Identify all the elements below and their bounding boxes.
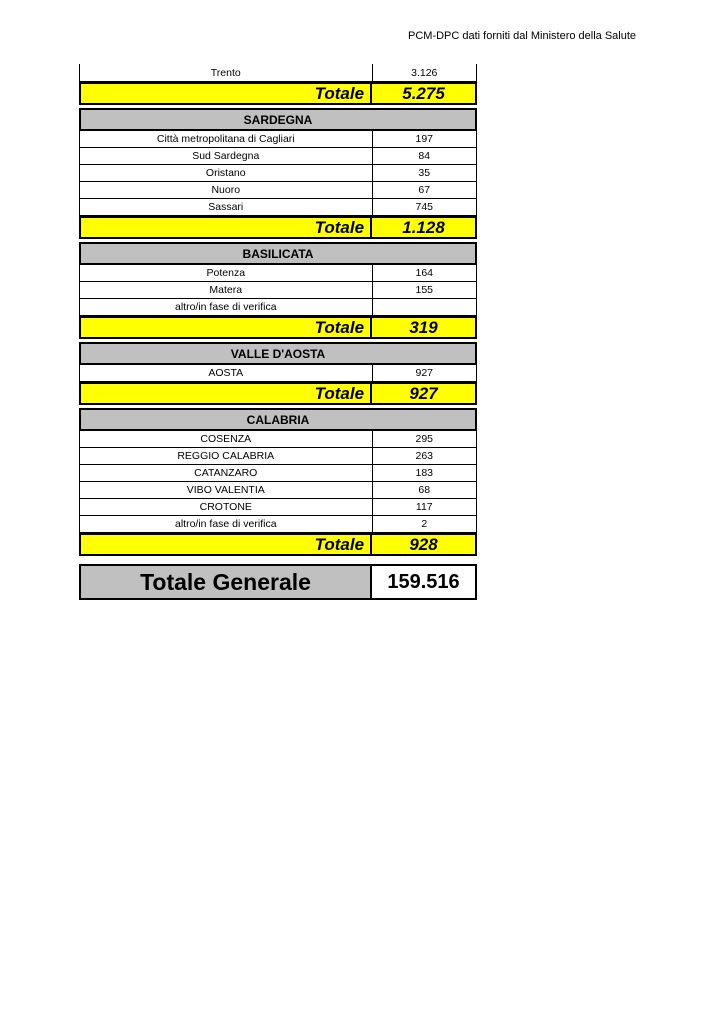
total-row (79, 533, 477, 556)
table-row (79, 431, 477, 448)
region-header-sardegna: SARDEGNA (79, 108, 477, 131)
province-name: CATANZARO (80, 465, 373, 481)
province-name: altro/in fase di verifica (80, 516, 373, 532)
province-value: 117 (415, 501, 433, 513)
province-name: Sud Sardegna (80, 148, 373, 164)
table-row (79, 148, 477, 165)
table-row (79, 265, 477, 282)
table-row (79, 516, 477, 533)
total-label: Totale (81, 535, 372, 554)
province-value: 295 (415, 433, 434, 445)
province-value: 164 (415, 267, 434, 279)
table-row (79, 465, 477, 482)
total-row (79, 382, 477, 405)
table-row (79, 165, 477, 182)
province-name: Oristano (80, 165, 373, 181)
table-row (79, 282, 477, 299)
province-value: 35 (418, 167, 431, 179)
total-label: Totale (81, 318, 372, 337)
table-row (79, 199, 477, 216)
table-row (79, 482, 477, 499)
total-label: Totale (81, 218, 372, 237)
province-name: VIBO VALENTIA (80, 482, 373, 498)
province-name: AOSTA (80, 365, 373, 381)
province-name: COSENZA (80, 431, 373, 447)
province-value: 3.126 (411, 66, 438, 79)
grand-total-label: Totale Generale (81, 566, 372, 598)
total-value: 1.128 (402, 218, 445, 237)
grand-total-row (79, 564, 477, 600)
table-row (79, 299, 477, 316)
total-value: 928 (409, 535, 438, 554)
table-row (79, 365, 477, 382)
province-name: Trento (80, 64, 373, 81)
province-value: 927 (415, 367, 434, 379)
province-name: REGGIO CALABRIA (80, 448, 373, 464)
province-value: 68 (418, 484, 431, 496)
source-note: PCM-DPC dati forniti dal Ministero della Salute (408, 30, 637, 42)
province-name: Nuoro (80, 182, 373, 198)
total-value: 927 (409, 384, 438, 403)
province-value: 84 (418, 150, 431, 162)
total-row (79, 82, 477, 105)
province-value: 183 (415, 467, 434, 479)
region-header-calabria: CALABRIA (79, 408, 477, 431)
province-name: Matera (80, 282, 373, 298)
province-value: 2 (421, 518, 428, 530)
province-name: Potenza (80, 265, 373, 281)
region-header-basilicata: BASILICATA (79, 242, 477, 265)
province-value: 745 (415, 201, 434, 213)
table-row (79, 131, 477, 148)
province-value: 263 (415, 450, 434, 462)
province-name: altro/in fase di verifica (80, 299, 373, 315)
province-value (373, 299, 476, 315)
province-name: CROTONE (80, 499, 373, 515)
province-name: Sassari (80, 199, 373, 215)
table-row (79, 182, 477, 199)
province-value: 155 (415, 284, 434, 296)
total-label: Totale (81, 84, 372, 103)
province-name: Città metropolitana di Cagliari (80, 131, 373, 147)
table-row (79, 64, 477, 82)
total-value: 319 (409, 318, 438, 337)
total-row (79, 316, 477, 339)
total-row (79, 216, 477, 239)
grand-total-value: 159.516 (372, 566, 475, 598)
total-label: Totale (81, 384, 372, 403)
province-value: 67 (418, 184, 431, 196)
province-value: 197 (415, 133, 434, 145)
table-row (79, 448, 477, 465)
total-value: 5.275 (402, 84, 445, 103)
table-row (79, 499, 477, 516)
region-header-valle-daosta: VALLE D'AOSTA (79, 342, 477, 365)
cases-table (79, 64, 477, 600)
